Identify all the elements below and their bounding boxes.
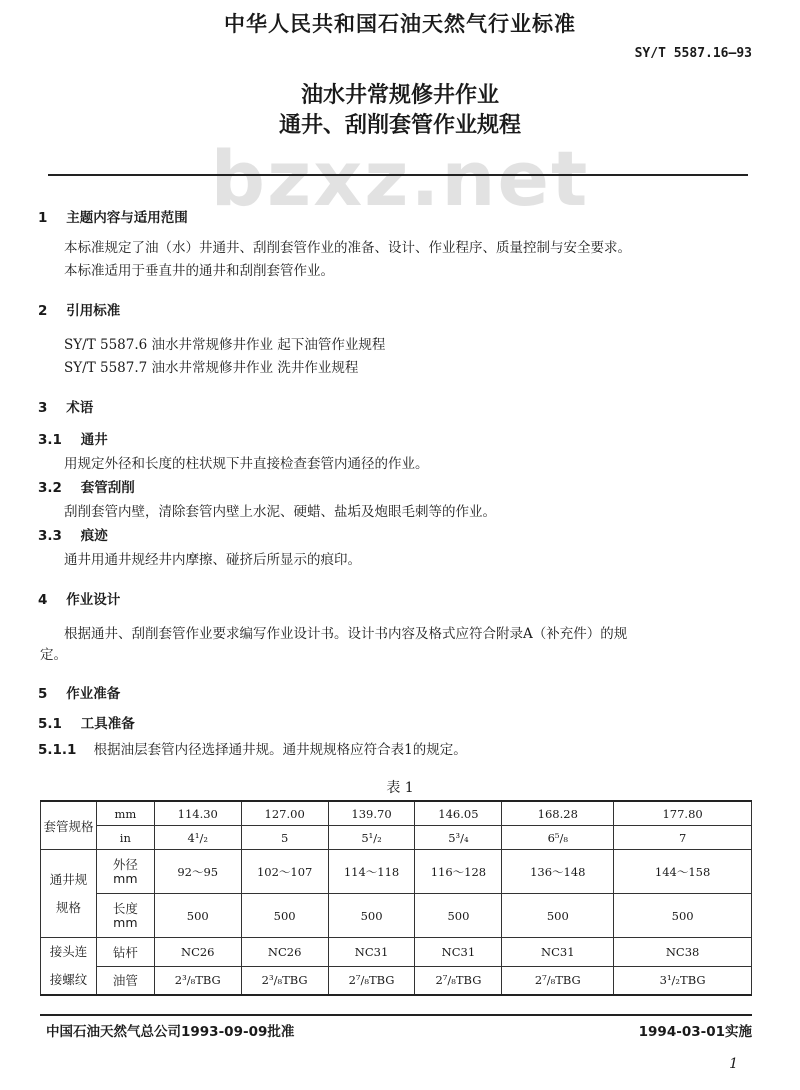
length-unit-text: mm [113, 914, 138, 930]
approval-line: 中国石油天然气总公司1993-09-09批准 [46, 1024, 295, 1040]
section-1-paragraph-2: 本标准适用于垂直井的通井和刮削套管作业。 [64, 263, 334, 279]
section-4-paragraph: 根据通井、刮削套管作业要求编写作业设计书。设计书内容及格式应符合附录A（补充件）的规 [64, 626, 628, 642]
table-cell: NC31 [502, 938, 614, 967]
table-cell: NC38 [614, 938, 752, 967]
od-label-text: 外径 [112, 856, 138, 872]
section-3-heading [38, 396, 93, 416]
table-cell: 2³/₈TBG [241, 966, 328, 995]
table-cell: 144～158 [614, 850, 752, 894]
tubing-label: 油管 [96, 966, 154, 995]
subsection-number: 3.3 [38, 528, 62, 544]
table-cell: 500 [614, 894, 752, 938]
table-cell: 139.70 [328, 801, 415, 826]
subsection-title: 工具准备 [80, 716, 135, 732]
subsection-title: 痕迹 [80, 528, 108, 544]
section-title: 主题内容与适用范围 [66, 210, 188, 226]
thread-connection-label [41, 938, 97, 996]
gauge-spec-label [41, 850, 97, 938]
table-cell: 2⁷/₈TBG [328, 966, 415, 995]
table-row [41, 966, 752, 995]
table-cell: 7 [614, 826, 752, 850]
section-4-heading [38, 588, 120, 608]
table-cell: NC26 [154, 938, 241, 967]
casing-spec-label: 套管规格 [41, 801, 97, 850]
section-2-heading [38, 299, 120, 319]
table-cell: 500 [502, 894, 614, 938]
issuing-organization: 中华人民共和国石油天然气行业标准 [224, 12, 576, 36]
table-cell: 500 [415, 894, 502, 938]
table-cell: 500 [154, 894, 241, 938]
table-cell: 146.05 [415, 801, 502, 826]
gauge-spec-table [40, 800, 752, 996]
section-title: 引用标准 [66, 303, 121, 319]
subsection-3-2-text: 刮削套管内壁，清除套管内壁上水泥、硬蜡、盐垢及炮眼毛刺等的作业。 [64, 504, 496, 520]
subsection-3-3-text: 通井用通井规经井内摩擦、碰挤后所显示的痕印。 [64, 552, 361, 568]
table-cell: 102～107 [241, 850, 328, 894]
section-number: 4 [38, 592, 48, 608]
table-row [41, 801, 752, 826]
table-cell: 2³/₈TBG [154, 966, 241, 995]
implementation-date: 1994-03-01实施 [638, 1024, 752, 1040]
reference-2: SY/T 5587.7 油水井常规修井作业 洗井作业规程 [64, 360, 359, 376]
table-cell: 116～128 [415, 850, 502, 894]
table-cell: 5 [241, 826, 328, 850]
table-cell: 2⁷/₈TBG [415, 966, 502, 995]
watermark: bzxz.net [210, 134, 590, 223]
table-cell: 500 [328, 894, 415, 938]
table-cell: 500 [241, 894, 328, 938]
table-cell: NC31 [328, 938, 415, 967]
subsection-title: 套管刮削 [80, 480, 135, 496]
unit-mm-label: mm [96, 801, 154, 826]
table-caption: 表 1 [386, 780, 414, 796]
standard-code: SY/T 5587.16—93 [634, 46, 752, 61]
section-4-paragraph-continued: 定。 [40, 647, 67, 663]
outer-diameter-label [96, 850, 154, 894]
table-cell: 114～118 [328, 850, 415, 894]
length-label-text: 长度 [112, 900, 138, 916]
section-1-paragraph-1: 本标准规定了油（水）井通井、刮削套管作业的准备、设计、作业程序、质量控制与安全要求。 [64, 240, 631, 256]
drill-pipe-label: 钻杆 [96, 938, 154, 967]
subsection-number: 3.2 [38, 480, 62, 496]
table-row [41, 894, 752, 938]
section-number: 1 [38, 210, 48, 226]
table-row [41, 826, 752, 850]
page-number: 1 [729, 1056, 738, 1072]
section-title: 作业准备 [66, 686, 121, 702]
table-cell: 177.80 [614, 801, 752, 826]
length-label [96, 894, 154, 938]
table-row [41, 938, 752, 967]
subsection-3-1-heading [38, 428, 108, 448]
section-1-heading [38, 206, 188, 226]
subsection-number: 5.1 [38, 716, 62, 732]
section-title: 作业设计 [66, 592, 121, 608]
table-cell: 136～148 [502, 850, 614, 894]
title-rule [48, 174, 748, 176]
clause-5-1-1 [38, 738, 467, 758]
table-cell: 6⁵/₈ [502, 826, 614, 850]
section-5-heading [38, 682, 120, 702]
section-number: 2 [38, 303, 48, 319]
section-title: 术语 [66, 400, 94, 416]
table-cell: NC31 [415, 938, 502, 967]
gauge-spec-label-line-2: 规格 [55, 899, 81, 915]
subsection-5-1-heading [38, 712, 135, 732]
subsection-number: 3.1 [38, 432, 62, 448]
thread-label-line-2: 接螺纹 [49, 972, 88, 987]
subsection-3-2-heading [38, 476, 135, 496]
table-cell: 2⁷/₈TBG [502, 966, 614, 995]
clause-number: 5.1.1 [38, 742, 77, 758]
table-cell: NC26 [241, 938, 328, 967]
footer-rule [40, 1014, 752, 1016]
thread-label-line-1: 接头连 [49, 944, 88, 959]
od-unit-text: mm [113, 870, 138, 886]
table-cell: 4¹/₂ [154, 826, 241, 850]
gauge-spec-label-line-1: 通井规 [49, 871, 88, 887]
subsection-3-1-text: 用规定外径和长度的柱状规下井直接检查套管内通径的作业。 [64, 456, 429, 472]
clause-text: 根据油层套管内径选择通井规。通井规规格应符合表1的规定。 [93, 742, 467, 758]
section-number: 5 [38, 686, 48, 702]
table-cell: 5³/₄ [415, 826, 502, 850]
table-cell: 3¹/₂TBG [614, 966, 752, 995]
subsection-3-3-heading [38, 524, 108, 544]
title-line-2: 通井、刮削套管作业规程 [278, 113, 521, 138]
reference-1: SY/T 5587.6 油水井常规修井作业 起下油管作业规程 [64, 337, 386, 353]
table-cell: 92～95 [154, 850, 241, 894]
table-cell: 5¹/₂ [328, 826, 415, 850]
unit-in-label: in [96, 826, 154, 850]
table-cell: 114.30 [154, 801, 241, 826]
table-cell: 127.00 [241, 801, 328, 826]
table-cell: 168.28 [502, 801, 614, 826]
table-row [41, 850, 752, 894]
subsection-title: 通井 [80, 432, 108, 448]
title-line-1: 油水井常规修井作业 [300, 83, 499, 108]
section-number: 3 [38, 400, 48, 416]
